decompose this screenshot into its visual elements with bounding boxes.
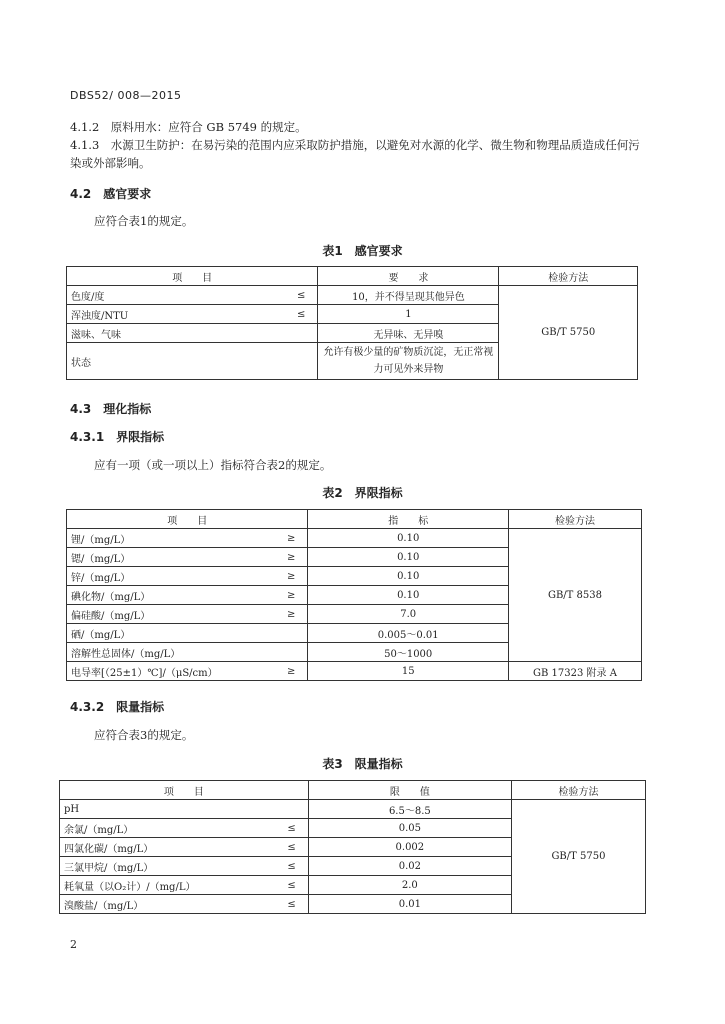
symbol-cell: ≤ (278, 838, 308, 857)
symbol-cell: ≤ (286, 286, 318, 305)
symbol-cell: ≥ (277, 662, 308, 681)
symbol-cell: ≤ (278, 876, 308, 895)
clause-4-1-3: 4.1.3 水源卫生防护：在易污染的范围内应采取防护措施，以避免对水源的化学、微生物和物理品质造成任何污染或外部影响。 (70, 138, 640, 170)
symbol-cell: ≤ (278, 895, 308, 914)
method-cell: GB/T 5750 (499, 286, 638, 380)
value-cell: 6.5～8.5 (308, 800, 511, 819)
value-cell: 0.005～0.01 (308, 624, 509, 643)
section-4-2-text: 应符合表1的规定。 (94, 214, 194, 228)
item-cell: 锂/（mg/L） (67, 529, 278, 548)
item-cell: 状态 (67, 343, 286, 380)
requirement-cell: 1 (318, 305, 499, 324)
value-cell: 0.01 (308, 895, 511, 914)
table-3 (59, 780, 646, 914)
clause-4-1-2: 4.1.2 原料用水：应符合 GB 5749 的规定。 (70, 120, 307, 134)
item-cell: 溴酸盐/（mg/L） (60, 895, 278, 914)
item-cell: 三氯甲烷/（mg/L） (60, 857, 278, 876)
symbol-cell: ≥ (277, 548, 308, 567)
requirement-cell: 允许有极少量的矿物质沉淀，无正常视力可见外来异物 (318, 343, 499, 380)
table-header-cell: 指 标 (308, 510, 509, 529)
item-cell: 锶/（mg/L） (67, 548, 278, 567)
table-1-caption: 表1 感官要求 (322, 244, 403, 258)
value-cell: 2.0 (308, 876, 511, 895)
requirement-cell: 无异味、无异嗅 (318, 324, 499, 343)
value-cell: 15 (308, 662, 509, 681)
symbol-cell: ≤ (278, 857, 308, 876)
item-cell: 锌/（mg/L） (67, 567, 278, 586)
symbol-cell (286, 324, 318, 343)
symbol-cell: ≥ (277, 529, 308, 548)
symbol-cell: ≥ (277, 567, 308, 586)
symbol-cell: ≥ (277, 586, 308, 605)
table-header-cell: 项 目 (60, 781, 309, 800)
method-cell: GB/T 5750 (511, 800, 645, 914)
table-header-cell: 检验方法 (511, 781, 645, 800)
section-4-3-heading: 4.3 理化指标 (70, 402, 152, 416)
document-header: DBS52/ 008—2015 (70, 89, 182, 102)
item-cell: 余氯/（mg/L） (60, 819, 278, 838)
method-cell: GB 17323 附录 A (508, 662, 641, 681)
value-cell: 0.10 (308, 548, 509, 567)
item-cell: 硒/（mg/L） (67, 624, 278, 643)
section-4-3-1-text: 应有一项（或一项以上）指标符合表2的规定。 (94, 458, 332, 472)
symbol-cell: ≤ (286, 305, 318, 324)
table-row (67, 529, 642, 548)
value-cell: 7.0 (308, 605, 509, 624)
section-4-3-2-text: 应符合表3的规定。 (94, 728, 194, 742)
table-header-cell: 检验方法 (508, 510, 641, 529)
method-cell: GB/T 8538 (508, 529, 641, 662)
table-2-caption: 表2 界限指标 (322, 486, 403, 500)
item-cell: 溶解性总固体/（mg/L） (67, 643, 278, 662)
symbol-cell (286, 343, 318, 380)
value-cell: 0.10 (308, 586, 509, 605)
item-cell: 浑浊度/NTU (67, 305, 286, 324)
table-row (67, 286, 638, 305)
value-cell: 50～1000 (308, 643, 509, 662)
requirement-cell: 10，并不得呈现其他异色 (318, 286, 499, 305)
table-header-cell: 检验方法 (499, 267, 638, 286)
value-cell: 0.10 (308, 567, 509, 586)
value-cell: 0.002 (308, 838, 511, 857)
table-2 (66, 509, 642, 681)
symbol-cell (277, 624, 308, 643)
item-cell: 滋味、气味 (67, 324, 286, 343)
table-header-cell: 限 值 (308, 781, 511, 800)
table-header-cell: 要 求 (318, 267, 499, 286)
item-cell: 耗氧量（以O₂计）/（mg/L） (60, 876, 278, 895)
symbol-cell: ≥ (277, 605, 308, 624)
table-row (60, 800, 646, 819)
value-cell: 0.02 (308, 857, 511, 876)
item-cell: 偏硅酸/（mg/L） (67, 605, 278, 624)
item-cell: pH (60, 800, 278, 819)
page-number: 2 (70, 938, 77, 951)
item-cell: 色度/度 (67, 286, 286, 305)
table-header-cell: 项 目 (67, 510, 308, 529)
table-row (67, 662, 642, 681)
item-cell: 四氯化碳/（mg/L） (60, 838, 278, 857)
value-cell: 0.10 (308, 529, 509, 548)
table-1 (66, 266, 638, 380)
symbol-cell (278, 800, 308, 819)
item-cell: 电导率[（25±1）℃]/（μS/cm） (67, 662, 278, 681)
section-4-3-2-heading: 4.3.2 限量指标 (70, 700, 165, 714)
symbol-cell: ≤ (278, 819, 308, 838)
table-header-cell: 项 目 (67, 267, 318, 286)
section-4-2-heading: 4.2 感官要求 (70, 187, 152, 201)
section-4-3-1-heading: 4.3.1 界限指标 (70, 430, 165, 444)
table-3-caption: 表3 限量指标 (322, 757, 403, 771)
symbol-cell (277, 643, 308, 662)
value-cell: 0.05 (308, 819, 511, 838)
item-cell: 碘化物/（mg/L） (67, 586, 278, 605)
